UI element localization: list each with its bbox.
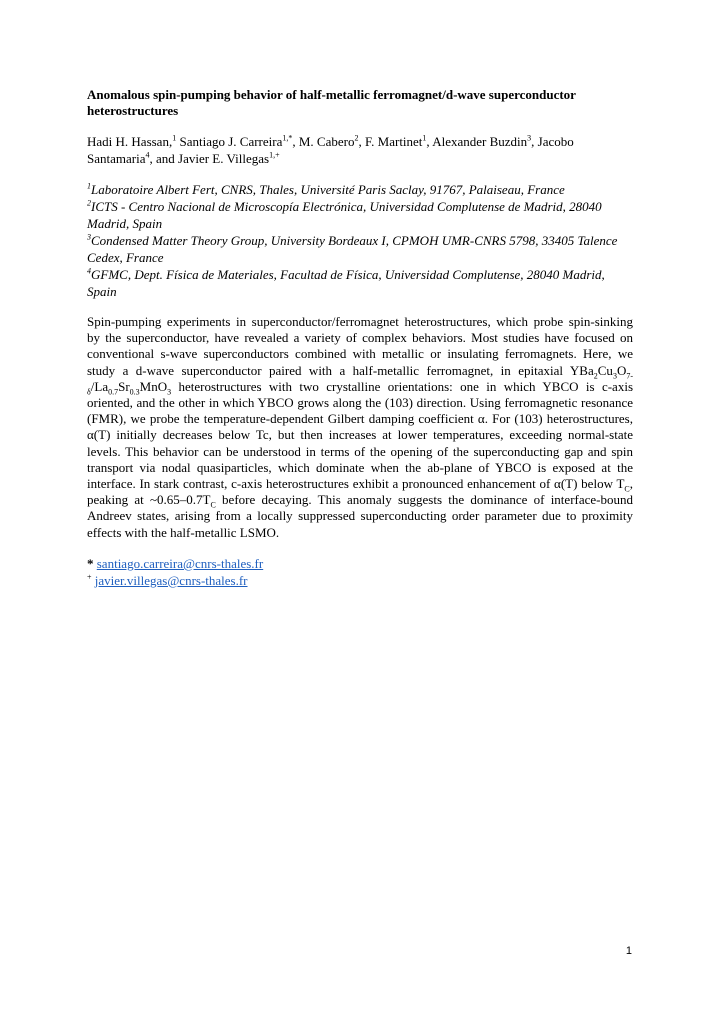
abstract-text: Spin-pumping experiments in superconductor/ferromagnet heterostructures, which probe spin-sinking by the superconductor, have revealed a variety of complex behaviors. Most studies have focused on conventional s-wave superconductors combined with metallic or insulating ferromagnets. Here, we study a d-wave superconductor paired with a half-metallic ferromagnet, in epitaxial	[87, 314, 633, 378]
paper-title: Anomalous spin-pumping behavior of half-metallic ferromagnet/d-wave superconductor heterostructures	[87, 87, 576, 118]
email-line	[87, 555, 633, 572]
affiliation-text: Condensed Matter Theory Group, University Bordeaux I, CPMOH UMR-CNRS 5798, 33405 Talence Cedex, France	[87, 233, 618, 265]
tc-sub: C	[210, 500, 216, 510]
email-link-carreira[interactable]: santiago.carreira@cnrs-thales.fr	[96, 555, 264, 571]
formula-sub: 3	[167, 387, 172, 397]
author-affil-sup: 1,+	[269, 150, 280, 160]
author-affil-sup: 1,*	[282, 133, 293, 143]
author-affil-sup: 4	[145, 150, 150, 160]
contact-emails	[87, 555, 633, 589]
formula-text: /La	[90, 378, 109, 394]
author-name: F. Martinet	[364, 134, 423, 149]
formula-sub: 7-δ	[87, 371, 633, 397]
abstract-text: , peaking at ~0.65–0.7T	[87, 476, 633, 508]
author-affil-sup: 3	[527, 133, 532, 143]
formula-sub: 2	[593, 371, 598, 381]
affiliation-item	[87, 198, 633, 232]
page-number: 1	[625, 945, 632, 957]
paper-content	[87, 87, 633, 589]
author-name: Jacobo Santamaria	[87, 134, 574, 166]
tc-sub: C	[624, 484, 630, 494]
affiliation-sup: 3	[87, 232, 91, 242]
affiliation-text: GFMC, Dept. Física de Materiales, Facultad de Física, Universidad Complutense, 28040 Madrid, Spain	[87, 267, 605, 299]
author-name: M. Cabero	[298, 134, 355, 149]
formula-text: O	[616, 362, 627, 378]
affiliation-sup: 2	[87, 198, 91, 208]
affiliation-item	[87, 181, 633, 198]
abstract-paragraph	[87, 314, 633, 541]
formula-text: YBa	[569, 362, 594, 378]
formula-sub: 3	[612, 371, 617, 381]
author-sep: ,	[531, 134, 538, 149]
email-marker: +	[87, 572, 92, 582]
author-list	[87, 133, 633, 167]
abstract-text: heterostructures with two crystalline orientations: one in which YBCO is c-axis oriented, and the other in which YBCO grows along the (103) direction. Using ferromagnetic resonance (FMR), we probe the temperature-dependent Gilbert damping coefficient α. For (103) heterostructures, α(T) initially decreases below Tc, but then increases at lower temperatures, exceeding normal-state levels. This behavior can be understood in terms of the opening of the superconducting gap and spin transport via nodal quasiparticles, which dominate when the ab-plane of YBCO is exposed at the interface. In stark contrast, c-axis heterostructures exhibit a pronounced enhancement of α(T) below T	[87, 378, 633, 492]
author-name: Alexander Buzdin	[432, 134, 528, 149]
formula-text: Sr	[118, 378, 130, 394]
author-sep: , and	[149, 151, 179, 166]
affiliation-text: Laboratoire Albert Fert, CNRS, Thales, Université Paris Saclay, 91767, Palaiseau, France	[91, 182, 565, 197]
author-affil-sup: 1	[422, 133, 427, 143]
email-marker: *	[87, 555, 94, 571]
author-sep: ,	[426, 134, 433, 149]
affiliation-sup: 1	[87, 181, 91, 191]
affiliation-item	[87, 232, 633, 266]
affiliation-list	[87, 181, 633, 300]
author-affil-sup: 2	[354, 133, 359, 143]
email-line	[87, 572, 633, 589]
affiliation-item	[87, 266, 633, 300]
email-link-villegas[interactable]: javier.villegas@cnrs-thales.fr	[94, 572, 248, 588]
author-affil-sup: 1	[172, 133, 177, 143]
author-name: Hadi H. Hassan,	[87, 134, 173, 149]
affiliation-sup: 4	[87, 266, 91, 276]
formula-text: MnO	[139, 378, 168, 394]
formula-sub: 0.7	[108, 387, 119, 397]
author-sep: ,	[292, 134, 299, 149]
author-name: Javier E. Villegas	[178, 151, 270, 166]
affiliation-text: ICTS - Centro Nacional de Microscopía Electrónica, Universidad Complutense de Madrid, 28040 Madrid, Spain	[87, 199, 602, 231]
formula-text: Cu	[597, 362, 613, 378]
author-sep: ,	[358, 134, 365, 149]
abstract-text: before decaying. This anomaly suggests the dominance of interface-bound Andreev states, arising from a locally suppressed superconducting order parameter due to proximity effects with the half-metallic LSMO.	[87, 492, 633, 540]
formula-sub: 0.3	[129, 387, 140, 397]
author-name: Santiago J. Carreira	[179, 134, 283, 149]
